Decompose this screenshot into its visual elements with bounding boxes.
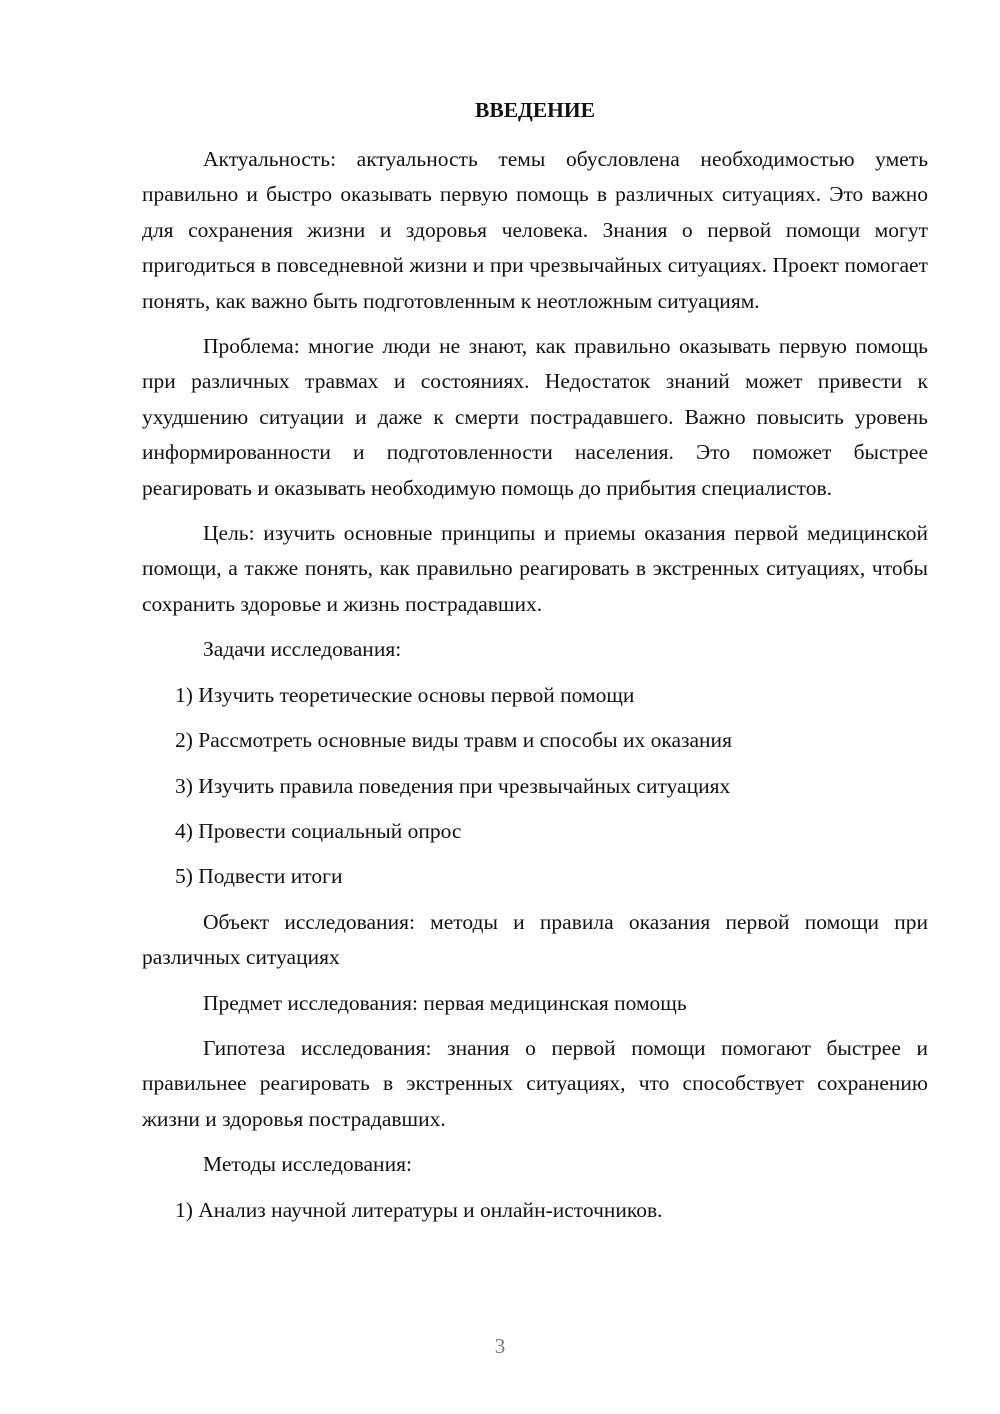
document-page xyxy=(142,92,928,1238)
task-item-3: 3) Изучить правила поведения при чрезвычайных ситуациях xyxy=(175,773,731,798)
hypothesis-paragraph: Гипотеза исследования: знания о первой помощи помогают быстрее и правильнее реагировать в экстренных ситуациях, что способствует сохранению жизни и здоровья пострадавших. xyxy=(142,1035,928,1131)
object-paragraph: Объект исследования: методы и правила оказания первой помощи при различных ситуациях xyxy=(142,909,928,970)
task-item-1: 1) Изучить теоретические основы первой помощи xyxy=(175,682,635,707)
goal-paragraph: Цель: изучить основные принципы и приемы оказания первой медицинской помощи, а также понять, как правильно реагировать в экстренных ситуациях, чтобы сохранить здоровье и жизнь пострадавших. xyxy=(142,521,928,616)
tasks-heading: Задачи исследования: xyxy=(203,637,402,662)
relevance-paragraph: Актуальность: актуальность темы обусловлена необходимостью уметь правильно и быстро оказывать первую помощь в различных ситуациях. Это важно для сохранения жизни и здоровья человека. Знания о первой помощи могут пригодиться в повседневной жизни и при чрезвычайных ситуациях. Проект помогает понять, как важно быть подготовленным к неотложным ситуациям. xyxy=(142,147,928,313)
page-number: 3 xyxy=(494,1334,506,1358)
task-item-5: 5) Подвести итоги xyxy=(175,864,343,889)
page-title: ВВЕДЕНИЕ xyxy=(475,98,595,122)
method-item-1: 1) Анализ научной литературы и онлайн-источников. xyxy=(175,1197,663,1222)
methods-heading: Методы исследования: xyxy=(203,1152,412,1177)
task-item-2: 2) Рассмотреть основные виды травм и способы их оказания xyxy=(175,728,732,753)
task-item-4: 4) Провести социальный опрос xyxy=(175,818,462,843)
subject-paragraph: Предмет исследования: первая медицинская помощь xyxy=(203,990,687,1015)
problem-paragraph: Проблема: многие люди не знают, как правильно оказывать первую помощь при различных травмах и состояниях. Недостаток знаний может привести к ухудшению ситуации и даже к смерти пострадавшего. Важно повысить уровень информированности и подготовленности населения. Это поможет быстрее реагировать и оказывать необходимую помощь до прибытия специалистов. xyxy=(142,334,928,500)
